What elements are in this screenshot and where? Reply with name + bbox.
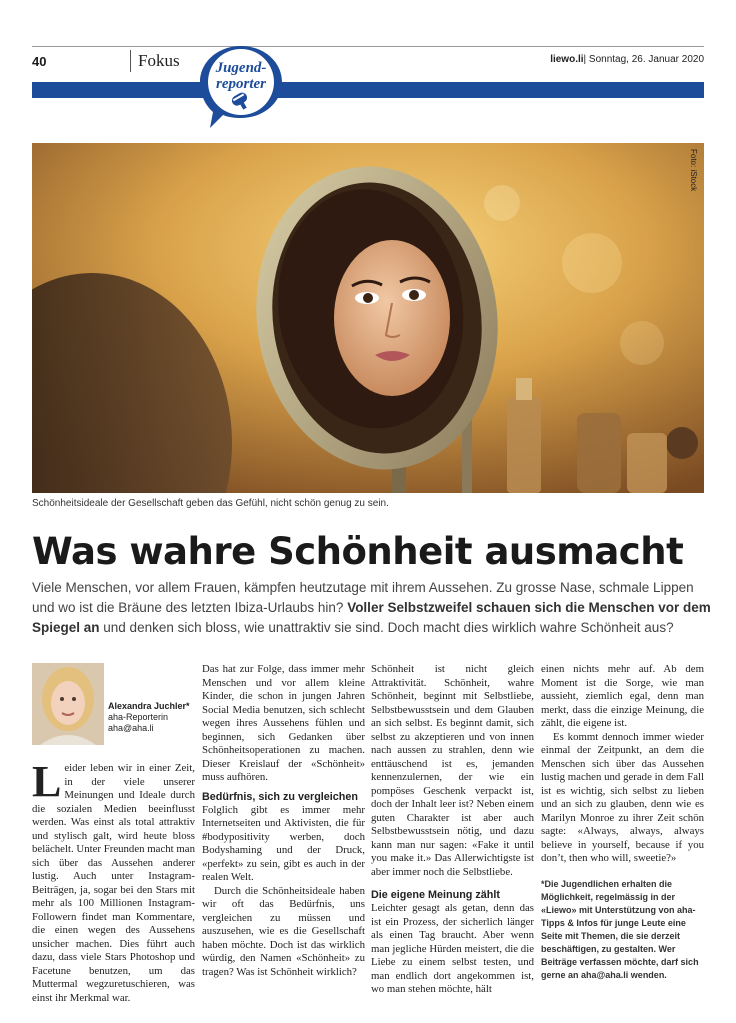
- author-avatar: [32, 663, 104, 745]
- section-title: Fokus: [138, 51, 180, 70]
- column-2-paragraph-1: Das hat zur Folge, dass immer mehr Menschen und vor allem kleine Kinder, die schon in jungen Jahren Social Media benutzen, sich schlecht wegen ihres Aussehens fühlen und beginnen, sich Gedanken über Schönheitsoperationen zu machen. Dieser Kreislauf der «Schönheit» muss aufhören.: [202, 663, 365, 783]
- column-4-paragraph-2: Es kommt dennoch immer wieder einmal der Zeitpunkt, an dem die Menschen sich über das Aussehen lustig machen und gerade in dem Fall ist es wichtig, sich selbst zu lieben und an sich zu glauben, denn wie es Marilyn Monroe zu ihrer Zeit schön sagte: «Always, always, always believe in yourself, because if you don’t, then who will, sweetie?»: [541, 730, 704, 864]
- photo-caption: Schönheitsideale der Gesellschaft geben das Gefühl, nicht schön genug zu sein.: [32, 498, 389, 509]
- drop-cap: L: [32, 757, 62, 806]
- main-photo: [32, 143, 704, 493]
- site-name: liewo.li: [550, 54, 584, 65]
- article-lead: [32, 578, 712, 638]
- author-box: [32, 663, 195, 755]
- lead-text-2: und denken sich bloss, wie unattraktiv sie sind. Doch macht dies wirklich wahre Schönheit aus?: [99, 620, 674, 635]
- publication-date: | Sonntag, 26. Januar 2020: [583, 54, 704, 65]
- column-2-paragraph-2: Folglich gibt es immer mehr Internetseiten und Aktivisten, die für #bodypositivity werben, doch Bodyshaming und der Druck, «perfekt» zu sein, gibt es auch in der realen Welt.: [202, 803, 365, 883]
- article-column-2: [202, 663, 365, 979]
- author-email: aha@aha.li: [108, 723, 154, 733]
- badge-line1: Jugend-: [215, 60, 267, 76]
- woman-mirror-illustration: [32, 143, 704, 493]
- page-number: 40: [32, 54, 47, 69]
- jugendreporter-badge: [196, 42, 286, 130]
- article-column-3: [371, 663, 534, 997]
- header-date: [550, 54, 704, 65]
- column-3-paragraph-1: Schönheit ist nicht gleich Attraktivität. Schönheit, wahre Schönheit, beginnt mit Selbstliebe, Selbstbewusstsein und dem Glauben an sich selbst. Es beginnt damit, sich selbst zu akzeptieren und von innen nach aussen zu strahlen, denn wie enttäuschend ist es, jemanden kennenzulernen, der wie ein pompöses Geschenk verpackt ist, doch der Inhalt leer ist? Neben einem guten Charakter ist aber auch Selbstbewusstsein nötig, und dazu kann man nur sagen: «Fake it until you make it.» Das Allerwichtigste ist aber immer noch die Selbstliebe.: [371, 663, 534, 878]
- section-divider: [130, 50, 131, 72]
- top-rule: [32, 46, 704, 47]
- lead-text-bold: Voller Selbstzweifel schauen sich die Menschen vor dem Spiegel an: [32, 600, 711, 635]
- author-name: Alexandra Juchler*: [108, 701, 190, 711]
- lead-text-1: Viele Menschen, vor allem Frauen, kämpfen heutzutage mit ihrem Aussehen. Zu grosse Nase, schmale Lippen und wo ist die Bräune des letzten Ibiza-Urlaubs hin?: [32, 580, 694, 615]
- column-3-paragraph-2: Leichter gesagt als getan, denn das ist ein Prozess, der sicherlich länger als einen Tag braucht. Aber wenn man jegliche Hürden meistert, die die Liebe zu einem selbst testen, und man endlich dort angekommen ist, wo man stehen möchte, hält: [371, 902, 534, 995]
- author-footnote: *Die Jugendlichen erhalten die Möglichkeit, regelmässig in der «Liewo» mit Unterstützung von aha-Tipps & Infos für junge Leute eine Seite mit Themen, die sie derzeit beschäftigen, zu gestalten. Wer Beiträge verfassen möchte, darf sich gerne an aha@aha.li wenden.: [541, 879, 699, 980]
- badge-line2: reporter: [216, 76, 266, 92]
- author-info: [108, 701, 190, 734]
- author-role: aha-Reporterin: [108, 712, 169, 722]
- column-4-paragraph-1: einen nichts mehr auf. Ab dem Moment ist die Sorge, wie man aussieht, ziemlich egal, denn man merkt, dass die einzige Meinung, die zählt, die eigene ist.: [541, 663, 704, 729]
- column-2-paragraph-3: Durch die Schönheitsideale haben wir oft das Bedürfnis, uns vergleichen zu müssen und auszusehen, wie es die Gesellschaft haben möchte. Doch ist das wirklich würdig, den Namen «Schönheit» zu tragen? Was ist Schönheit wirklich?: [202, 884, 365, 978]
- subheading-vergleichen: Bedürfnis, sich zu vergleichen: [202, 790, 358, 803]
- speech-bubble-icon: [196, 42, 286, 130]
- article-column-1: [32, 757, 195, 1005]
- author-portrait-icon: [32, 663, 104, 745]
- section-color-bar: [32, 82, 704, 98]
- photo-credit: Foto: iStock: [689, 149, 698, 192]
- subheading-meinung: Die eigene Meinung zählt: [371, 889, 500, 901]
- article-headline: Was wahre Schönheit ausmacht: [32, 530, 684, 573]
- article-column-4: [541, 663, 704, 866]
- column-1-text: eider leben wir in einer Zeit, in der viele unserer Meinungen und Ideale durch die sozialen Medien beeinflusst werden. Was einst als total attraktiv und stylisch galt, wird heute bloss belächelt. Unter Freunden macht man sich über das Aussehen anderer lustig. Auch unter Instagram-Beiträgen, ja, sogar bei den Stars mit mehr als 100 Millionen Instagram-Followern findet man Kommentare, die einen wegen des Aussehens unsicher machen. Dies führt auch dazu, dass viele Stars Photoshop und Facetune benutzen, um das Muttermal wegzuretuschieren, was einst ihr Merkmal war.: [32, 762, 195, 1004]
